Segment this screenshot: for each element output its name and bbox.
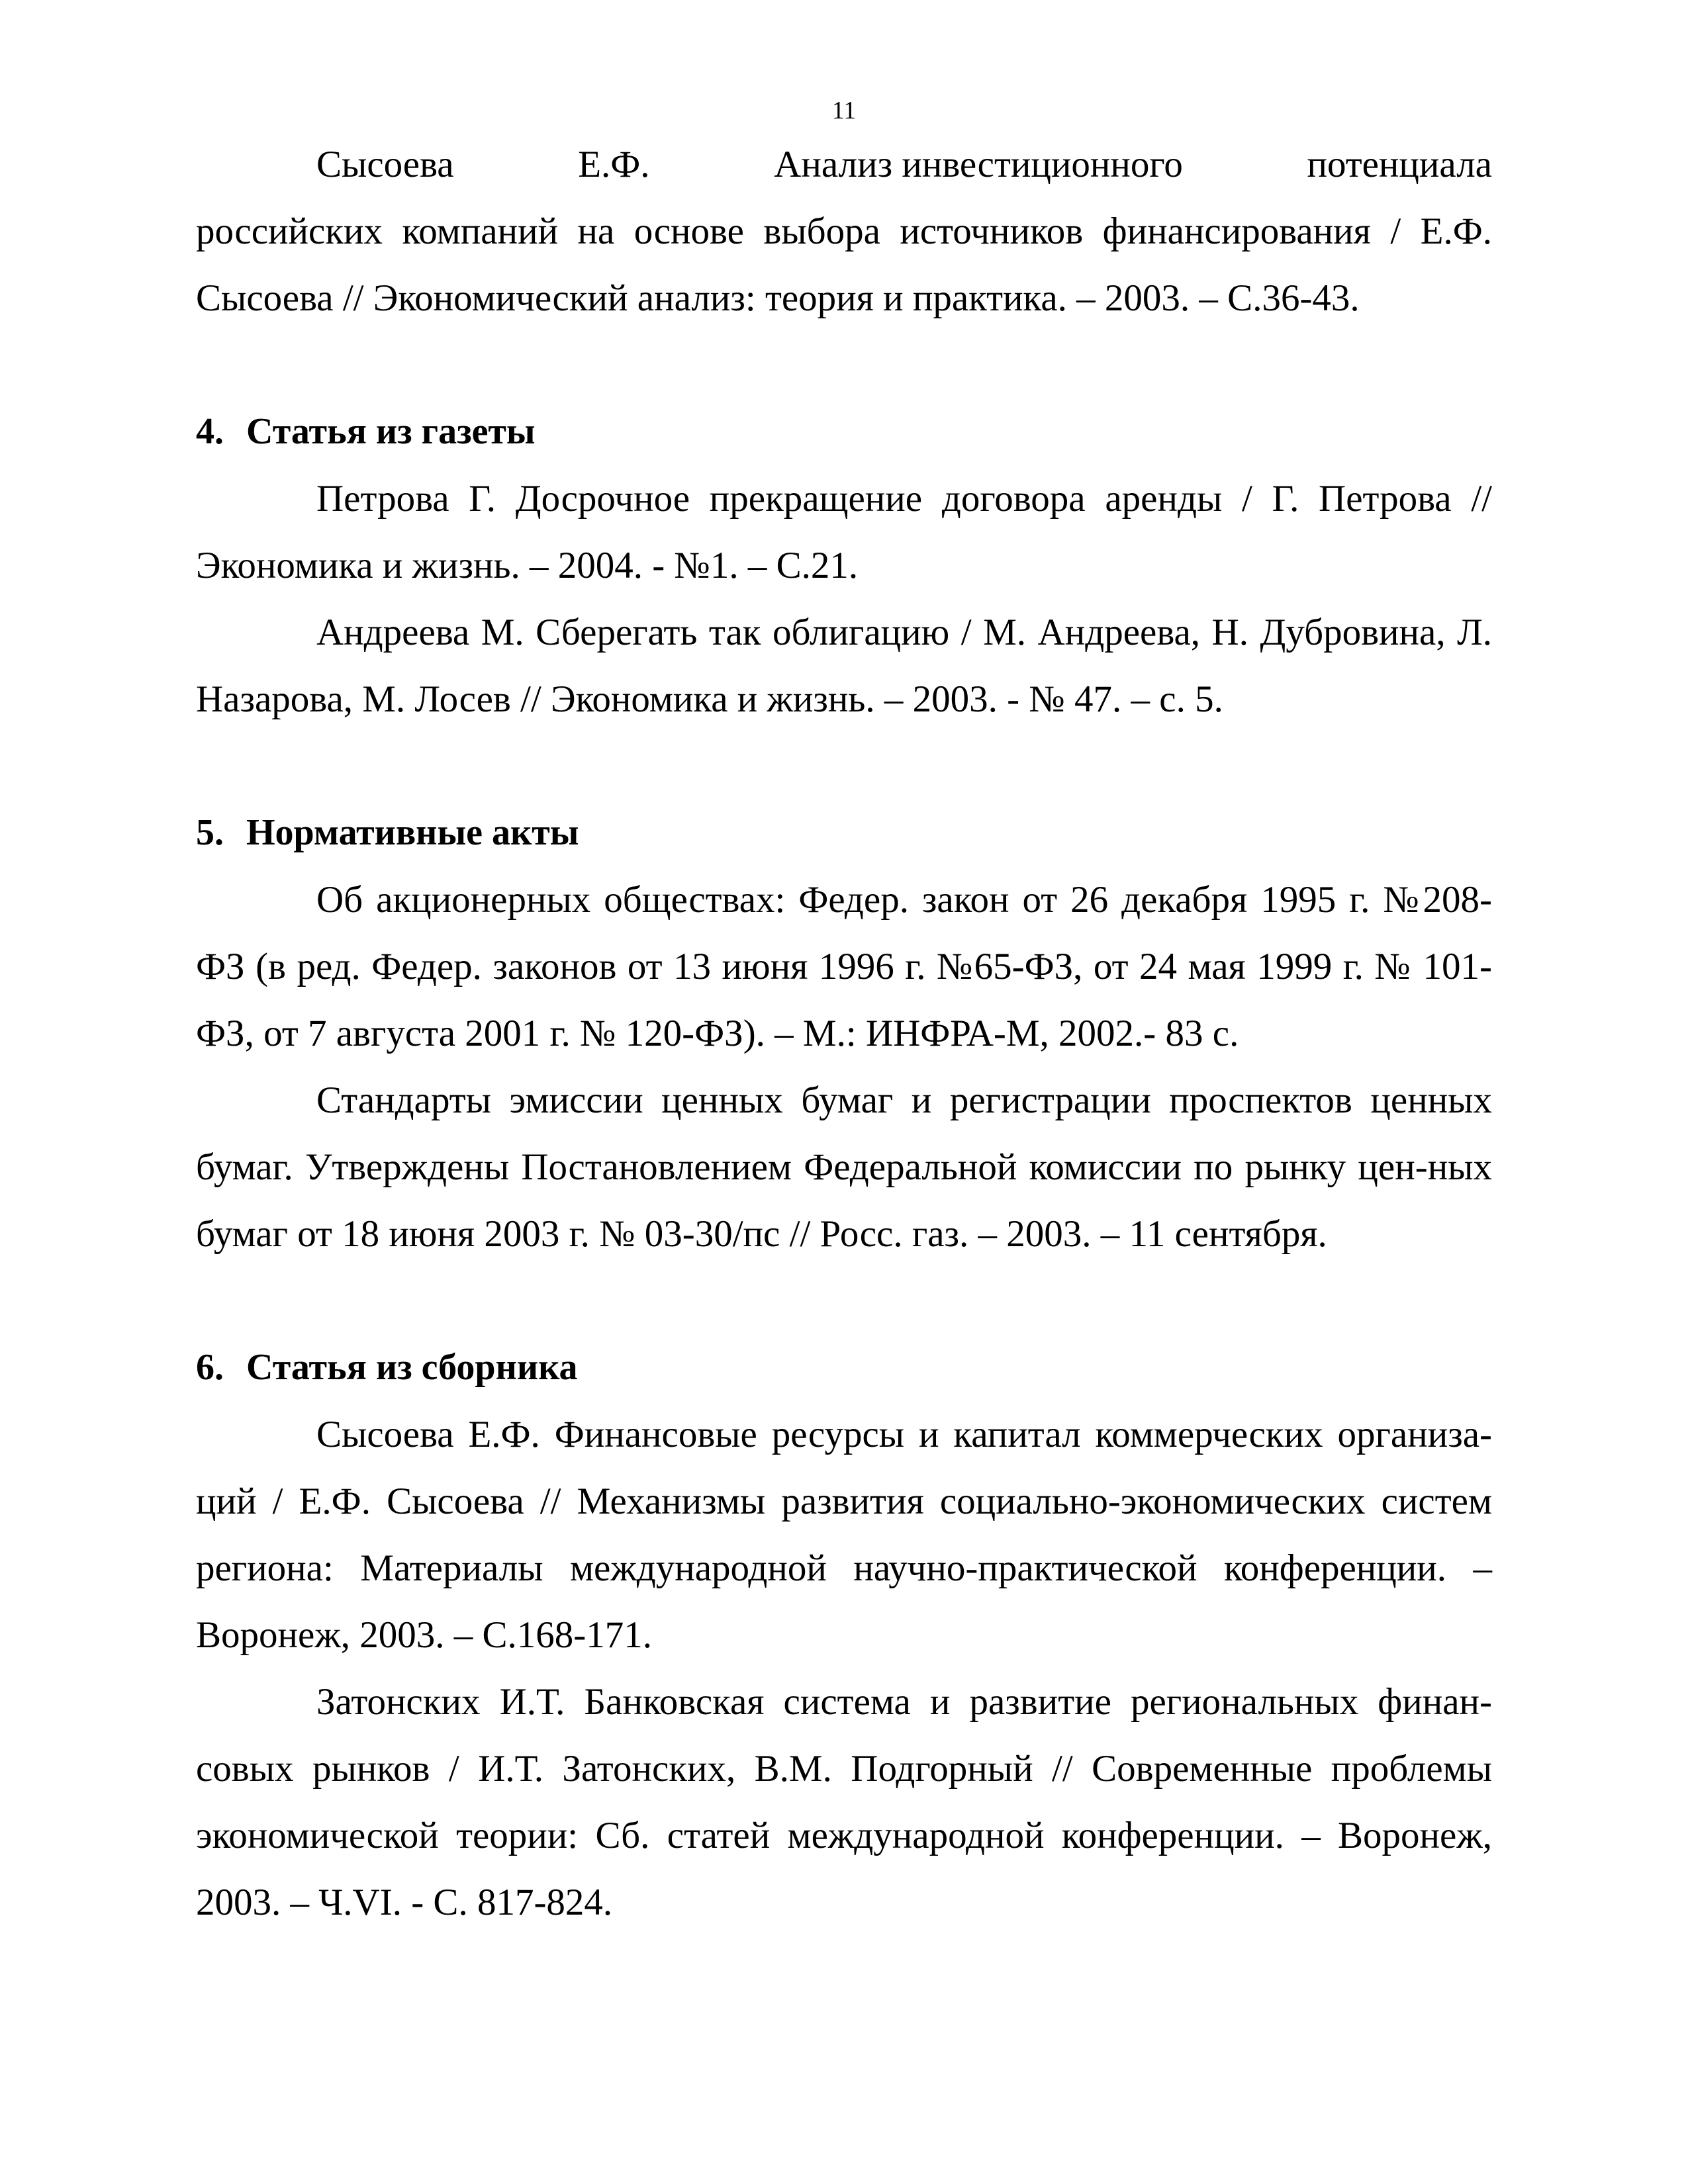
section-number: 4.: [196, 411, 224, 452]
intro-word: потенциала: [1307, 144, 1492, 185]
section-number: 6.: [196, 1347, 224, 1388]
section-title: Статья из сборника: [246, 1347, 578, 1388]
reference-entry: Петрова Г. Досрочное прекращение договора аренды / Г. Петрова // Экономика и жизнь. – 2004. - №1. – С.21.: [196, 478, 1492, 586]
intro-word: Е.Ф.: [578, 144, 650, 185]
intro-word: Сысоева: [316, 144, 454, 185]
section-heading: [196, 799, 1492, 866]
reference-entry: Об акционерных обществах: Федер. закон от 26 декабря 1995 г. №208-ФЗ (в ред. Федер. законов от 13 июня 1996 г. №65-ФЗ, от 24 мая 1999 г. № 101-ФЗ, от 7 августа 2001 г. № 120-ФЗ). – М.: ИНФРА-М, 2002.- 83 с.: [196, 879, 1492, 1054]
intro-first-line: [196, 131, 1492, 198]
section-heading: [196, 398, 1492, 465]
section-title: Статья из газеты: [246, 411, 536, 452]
intro-word: Анализ инвестиционного: [774, 144, 1183, 185]
section-title: Нормативные акты: [246, 812, 579, 853]
reference-entry: Сысоева Е.Ф. Финансовые ресурсы и капитал коммерческих организа-ций / Е.Ф. Сысоева // Механизмы развития социально-экономических систем региона: Материалы международной научно-практической конференции. – Воронеж, 2003. – С.168-171.: [196, 1414, 1492, 1656]
reference-entry: Стандарты эмиссии ценных бумаг и регистрации проспектов ценных бумаг. Утверждены Постановлением Федеральной комиссии по рынку цен-ных бумаг от 18 июня 2003 г. № 03-30/пс // Росс. газ. – 2003. – 11 сентября.: [196, 1079, 1492, 1255]
document-body: [196, 131, 1492, 1936]
reference-entry: Андреева М. Сберегать так облигацию / М. Андреева, Н. Дубровина, Л. Назарова, М. Лосев // Экономика и жизнь. – 2003. - № 47. – с. 5.: [196, 612, 1492, 720]
page-number: 11: [831, 97, 857, 124]
section-number: 5.: [196, 812, 224, 853]
intro-continuation: российских компаний на основе выбора источников финансирования / Е.Ф. Сысоева // Экономический анализ: теория и практика. – 2003. – С.36-43.: [196, 210, 1492, 319]
reference-entry: Затонских И.Т. Банковская система и развитие региональных финан-совых рынков / И.Т. Затонских, В.М. Подгорный // Современные проблемы экономической теории: Сб. статей международной конференции. – Воронеж, 2003. – Ч.VI. - С. 817-824.: [196, 1681, 1492, 1923]
section-heading: [196, 1334, 1492, 1401]
